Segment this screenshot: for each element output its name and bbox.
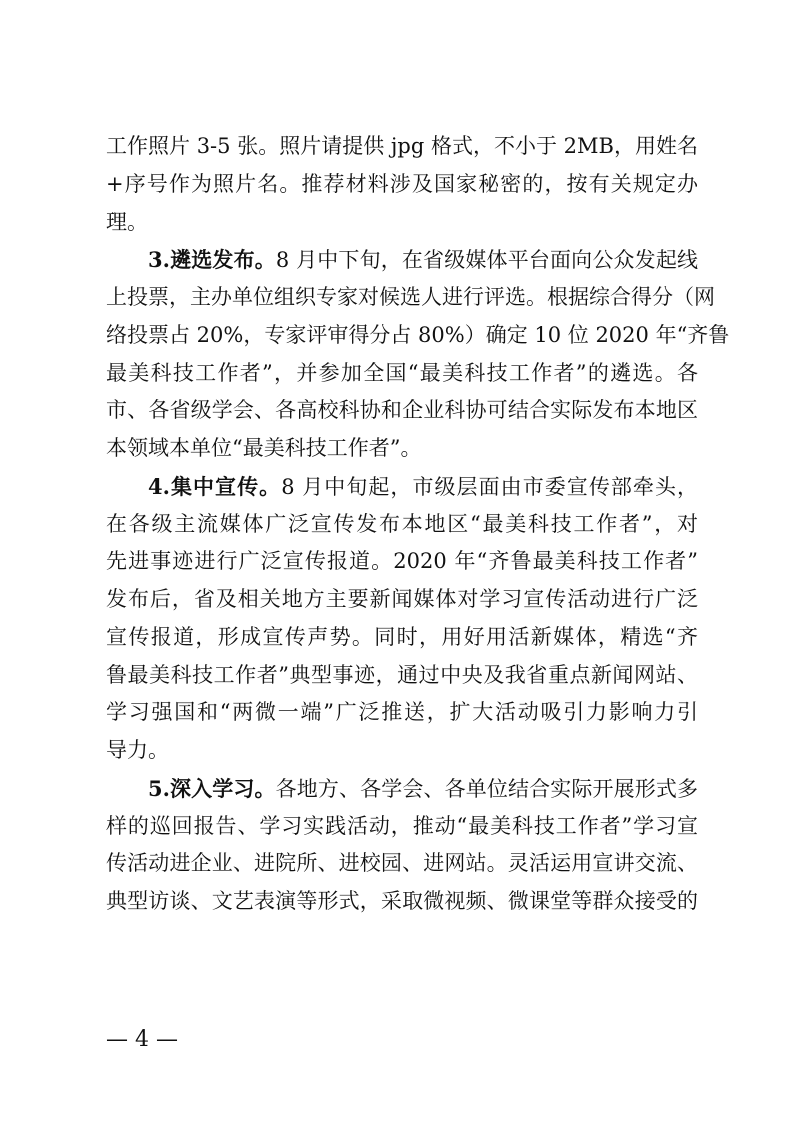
- text-line: 传活动进企业、进院所、进校园、进网站。灵活运用宣讲交流、: [106, 851, 698, 876]
- text-line: 最美科技工作者”，并参加全国“最美科技工作者”的遴选。各: [106, 360, 698, 385]
- text-line: 发布后，省及相关地方主要新闻媒体对学习宣传活动进行广泛: [106, 587, 698, 611]
- text-line: 先进事迹进行广泛宣传报道。2020 年“齐鲁最美科技工作者”: [106, 549, 698, 574]
- text-line: 理。: [106, 209, 148, 234]
- text-line: 样的巡回报告、学习实践活动，推动“最美科技工作者”学习宣: [106, 813, 698, 838]
- text-run: 8 月中旬起，市级层面由市委宣传部牵头，: [281, 474, 698, 499]
- section-heading: 5.深入学习。: [148, 775, 276, 801]
- text-run: 各地方、各学会、各单位结合实际开展形式多: [275, 776, 698, 801]
- text-run: 8 月中下旬，在省级媒体平台面向公众发起线: [275, 248, 698, 273]
- text-line: 络投票占 20%，专家评审得分占 80%）确定 10 位 2020 年“齐鲁: [106, 322, 730, 347]
- text-line: 本领域本单位“最美科技工作者”。: [106, 436, 422, 460]
- text-line: 导力。: [106, 738, 169, 762]
- text-line: 在各级主流媒体广泛宣传发布本地区“最美科技工作者”，对: [106, 511, 698, 536]
- text-line: 上投票，主办单位组织专家对候选人进行评选。根据综合得分（网: [106, 285, 715, 309]
- text-line: 工作照片 3-5 张。照片请提供 jpg 格式，不小于 2MB，用姓名: [106, 134, 698, 158]
- section-heading: 4.集中宣传。: [148, 473, 282, 499]
- paragraph-first-line: [106, 468, 698, 506]
- paragraph-first-line: [106, 770, 698, 808]
- paragraph-first-line: [106, 241, 698, 279]
- text-line: 市、各省级学会、各高校科协和企业科协可结合实际发布本地区: [106, 398, 698, 423]
- text-line: 典型访谈、文艺表演等形式，采取微视频、微课堂等群众接受的: [106, 889, 698, 913]
- text-line: 宣传报道，形成宣传声势。同时，用好用活新媒体，精选“齐: [106, 624, 698, 649]
- text-line: 鲁最美科技工作者”典型事迹，通过中央及我省重点新闻网站、: [106, 662, 698, 687]
- document-body: [106, 128, 730, 921]
- text-line: +序号作为照片名。推荐材料涉及国家秘密的，按有关规定办: [106, 171, 698, 196]
- section-heading: 3.遴选发布。: [148, 247, 276, 273]
- page-number: — 4 —: [106, 1027, 178, 1052]
- text-line: 学习强国和“两微一端”广泛推送，扩大活动吸引力影响力引: [106, 700, 698, 725]
